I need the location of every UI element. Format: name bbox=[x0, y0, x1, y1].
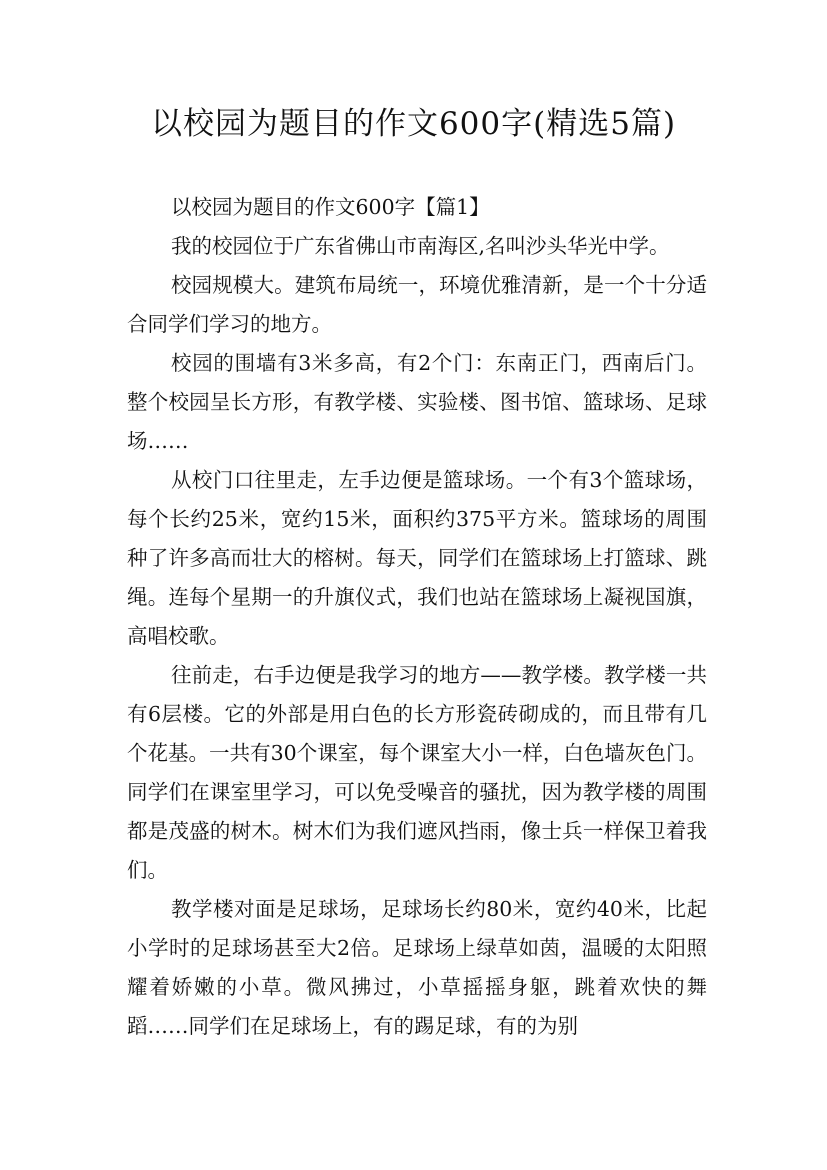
document-body bbox=[127, 188, 707, 1046]
paragraph: 校园规模大。建筑布局统一，环境优雅清新，是一个十分适合同学们学习的地方。 bbox=[127, 273, 707, 336]
paragraph: 从校门口往里走，左手边便是篮球场。一个有3个篮球场，每个长约25米，宽约15米，面积约375平方米。篮球场的周围种了许多高而壮大的榕树。每天，同学们在篮球场上打篮球、跳绳。连每个星期一的升旗仪式，我们也站在篮球场上凝视国旗，高唱校歌。 bbox=[127, 468, 707, 648]
section-heading: 以校园为题目的作文600字【篇1】 bbox=[171, 195, 490, 219]
paragraph: 往前走，右手边便是我学习的地方——教学楼。教学楼一共有6层楼。它的外部是用白色的长方形瓷砖砌成的，而且带有几个花基。一共有30个课室，每个课室大小一样，白色墙灰色门。同学们在课室里学习，可以免受噪音的骚扰，因为教学楼的周围都是茂盛的树木。树木们为我们遮风挡雨，像士兵一样保卫着我们。 bbox=[127, 663, 707, 882]
document-title: 以校园为题目的作文600字(精选5篇) bbox=[150, 106, 677, 142]
paragraph: 教学楼对面是足球场，足球场长约80米，宽约40米，比起小学时的足球场甚至大2倍。足球场上绿草如茵，温暖的太阳照耀着娇嫩的小草。微风拂过，小草摇摇身躯，跳着欢快的舞蹈……同学们在足球场上，有的踢足球，有的为别 bbox=[127, 897, 707, 1038]
paragraph: 我的校园位于广东省佛山市南海区,名叫沙头华光中学。 bbox=[171, 234, 670, 258]
paragraph: 校园的围墙有3米多高，有2个门：东南正门，西南后门。整个校园呈长方形，有教学楼、实验楼、图书馆、篮球场、足球场…… bbox=[127, 351, 707, 453]
